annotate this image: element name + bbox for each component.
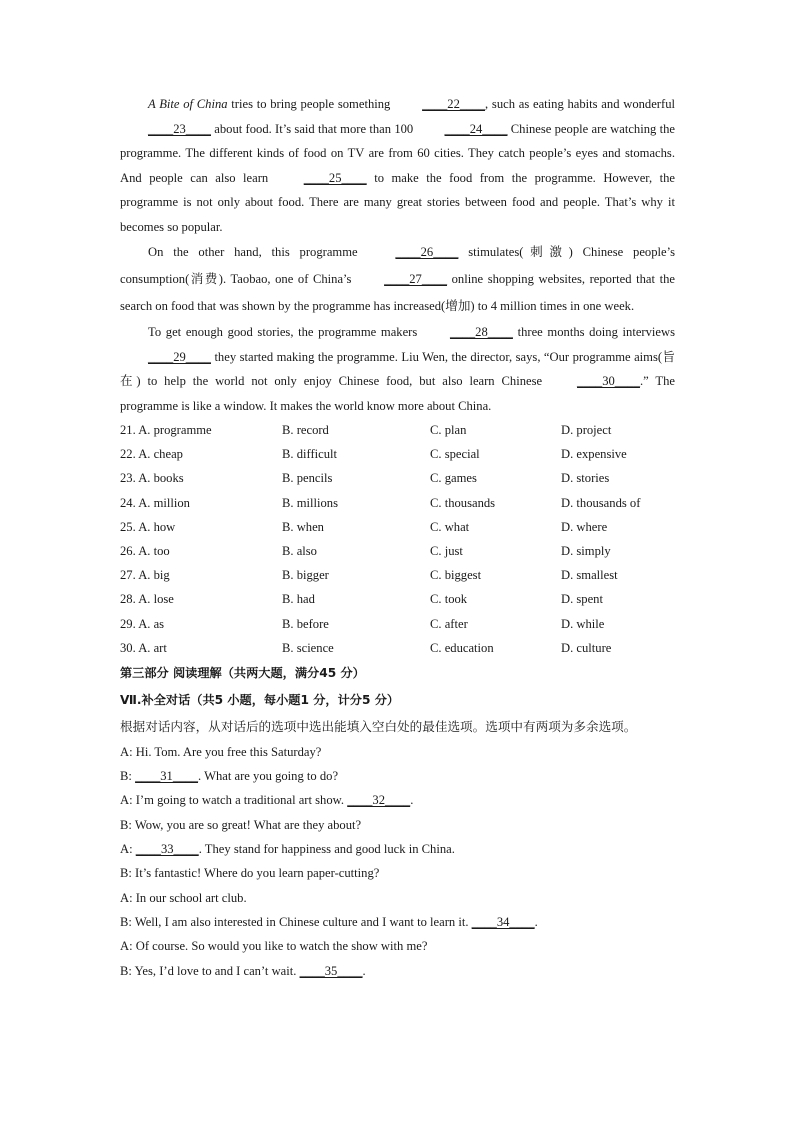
dialogue-text: A: Hi. Tom. Are you free this Saturday? [120, 744, 322, 759]
dialogue-line [120, 837, 675, 861]
dialogue-text: . [410, 793, 414, 808]
option-d: D. where [561, 519, 608, 534]
option-d: D. smallest [561, 568, 618, 583]
blank-29: ____29____ [148, 349, 211, 364]
dialogue-line [120, 886, 675, 910]
option-c: C. thousands [430, 495, 496, 510]
dialogue-speaker: B: [120, 769, 136, 784]
dialogue-line [120, 788, 675, 812]
dialogue-line [120, 934, 675, 958]
blank-25: ____25____ [303, 170, 367, 185]
passage-text: Chinese people are watching the programme. The different kinds of food on TV are from 60 cities. They catch people’s eyes and stomachs. And people can also learn [120, 121, 675, 185]
option-c: C. games [430, 471, 477, 486]
passage-text: To get enough good stories, the programme makers [148, 325, 422, 339]
passage-text: online shopping websites, reported that the search on food that was shown by the programme has increased(增加) to 4 million times in one week. [120, 272, 675, 313]
answer-options [120, 418, 675, 660]
passage-text: they started making the programme. Liu Wen, the director, says, “Our programme aims(旨在) to help the world not only enjoy Chinese food, but also learn Chinese [120, 349, 675, 388]
dialogue-text: . What are you going to do? [198, 769, 339, 784]
section-7-title: Ⅶ.补全对话（共5 小题，每小题1 分，计分5 分） [120, 692, 400, 707]
dialogue-text: . [534, 914, 538, 929]
option-b: B. record [282, 423, 329, 437]
option-b: B. difficult [282, 447, 338, 462]
dialogue-text: . They stand for happiness and good luck in China. [198, 842, 455, 857]
option-c: C. took [430, 592, 468, 607]
section-3-title: 第三部分 阅读理解（共两大题，满分45 分） [120, 665, 365, 680]
option-a: 22. A. cheap [120, 447, 183, 462]
option-c: C. education [430, 640, 494, 655]
dialogue-line [120, 740, 675, 764]
option-c: C. just [430, 543, 463, 558]
option-a: 30. A. art [120, 640, 167, 655]
blank-27: ____27____ [384, 272, 448, 286]
dialogue-line [120, 861, 675, 885]
option-row-27 [120, 563, 675, 587]
blank-30: ____30____ [577, 374, 640, 388]
dialogue-speaker: A: [120, 842, 136, 857]
option-c: C. special [430, 447, 480, 462]
passage-text: tries to bring people something [227, 97, 395, 111]
option-row-26 [120, 539, 675, 563]
dialogue-text: A: In our school art club. [120, 890, 247, 905]
dialogue-text: . [362, 963, 366, 978]
page-content [120, 92, 675, 983]
dialogue [120, 740, 675, 983]
dialogue-line [120, 764, 675, 788]
dialogue-instruction: 根据对话内容，从对话后的选项中选出能填入空白处的最佳选项。选项中有两项为多余选项。 [120, 718, 637, 734]
option-row-29 [120, 612, 675, 636]
option-a: 21. A. programme [120, 423, 212, 437]
option-a: 27. A. big [120, 568, 170, 583]
option-b: B. also [282, 543, 317, 558]
programme-title: A Bite of China [148, 97, 228, 111]
blank-26: ____26____ [395, 245, 459, 259]
blank-28: ____28____ [449, 325, 513, 339]
dialogue-line [120, 813, 675, 837]
option-d: D. spent [561, 592, 603, 607]
option-c: C. what [430, 519, 470, 534]
option-c: C. biggest [430, 568, 482, 583]
option-a: 24. A. million [120, 495, 190, 510]
passage-text: about food. It’s said that more than 100 [210, 121, 417, 136]
passage-paragraph-3 [120, 320, 675, 418]
option-d: D. project [561, 423, 612, 437]
dialogue-line [120, 959, 675, 983]
option-a: 28. A. lose [120, 592, 174, 607]
option-row-24 [120, 491, 675, 515]
option-row-22 [120, 442, 675, 466]
dialogue-text: A: Of course. So would you like to watch the show with me? [120, 939, 428, 954]
option-b: B. had [282, 592, 315, 607]
option-row-23 [120, 466, 675, 490]
option-b: B. bigger [282, 568, 329, 583]
passage-text: three months doing interviews [512, 325, 676, 339]
option-a: 29. A. as [120, 616, 165, 631]
blank-33: ____33____ [135, 842, 199, 857]
blank-24: ____24____ [444, 121, 508, 136]
dialogue-text: B: Well, I am also interested in Chinese culture and I want to learn it. [120, 914, 472, 929]
option-d: D. simply [561, 543, 611, 558]
option-row-30 [120, 636, 675, 660]
blank-22: ____22____ [422, 97, 486, 111]
blank-32: ____32____ [347, 793, 411, 808]
passage-paragraph-2 [120, 239, 675, 320]
option-a: 23. A. books [120, 471, 184, 486]
passage-text: .” The programme is like a window. It makes the world know more about China. [120, 374, 675, 413]
option-row-21 [120, 418, 675, 442]
passage-paragraph-1 [120, 92, 675, 239]
option-row-28 [120, 587, 675, 611]
option-d: D. while [561, 616, 605, 631]
option-c: C. after [430, 616, 468, 631]
option-d: D. culture [561, 640, 612, 655]
option-d: D. thousands of [561, 495, 641, 510]
blank-35: ____35____ [299, 963, 363, 978]
option-b: B. before [282, 616, 329, 631]
option-d: D. stories [561, 471, 610, 486]
blank-34: ____34____ [471, 914, 535, 929]
dialogue-text: B: Yes, I’d love to and I can’t wait. [120, 963, 300, 978]
dialogue-text: B: It’s fantastic! Where do you learn paper-cutting? [120, 866, 380, 881]
passage-text: On the other hand, this programme [148, 245, 368, 259]
passage-text: , such as eating habits and wonderful [485, 97, 675, 111]
option-b: B. science [282, 640, 334, 655]
passage-text: stimulates(刺激) Chinese people’s consumption(消费). Taobao, one of China’s [120, 245, 675, 286]
option-b: B. pencils [282, 471, 333, 486]
dialogue-text: B: Wow, you are so great! What are they about? [120, 817, 362, 832]
option-d: D. expensive [561, 447, 627, 462]
option-row-25 [120, 515, 675, 539]
blank-31: ____31____ [135, 769, 199, 784]
option-a: 26. A. too [120, 543, 170, 558]
option-a: 25. A. how [120, 519, 176, 534]
dialogue-text: A: I’m going to watch a traditional art show. [120, 793, 348, 808]
option-c: C. plan [430, 423, 467, 437]
option-b: B. when [282, 519, 324, 534]
blank-23: ____23____ [148, 121, 211, 136]
option-b: B. millions [282, 495, 338, 510]
passage-text: to make the food from the programme. However, the programme is not only about food. There are many great stories between food and people. That’s why it becomes so popular. [120, 170, 676, 234]
dialogue-line [120, 910, 675, 934]
